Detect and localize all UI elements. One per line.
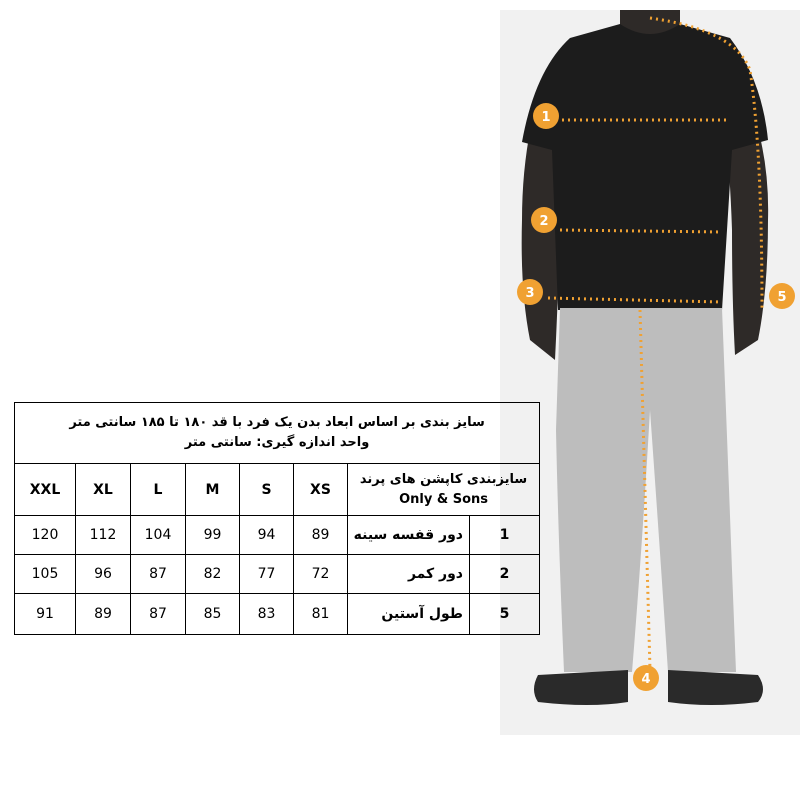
table-title-line1: سایز بندی بر اساس ابعاد بدن یک فرد با قد ۱۸۰ تا ۱۸۵ سانتی متر: [69, 415, 485, 430]
value-cell: 77: [240, 555, 294, 594]
value-cell: 96: [76, 555, 131, 594]
size-header-xl: XL: [76, 464, 131, 516]
size-header-xs: XS: [294, 464, 348, 516]
size-header-m: M: [186, 464, 240, 516]
svg-text:1: 1: [541, 110, 551, 125]
table-row: [15, 594, 540, 635]
value-cell: 112: [76, 516, 131, 555]
model-figure: [500, 10, 800, 735]
size-header-l: L: [131, 464, 186, 516]
value-cell: 85: [186, 594, 240, 635]
measurement-label: دور قفسه سینه: [348, 516, 470, 555]
measurement-label: دور کمر: [348, 555, 470, 594]
left-shoe: [534, 670, 628, 705]
value-cell: 89: [76, 594, 131, 635]
marker-5: [769, 283, 795, 309]
marker-3: [517, 279, 543, 305]
value-cell: 87: [131, 594, 186, 635]
brand-header: [348, 464, 540, 516]
size-header-xxl: XXL: [15, 464, 76, 516]
size-chart-table: [14, 402, 540, 635]
marker-2: [531, 207, 557, 233]
marker-4: [633, 665, 659, 691]
value-cell: 120: [15, 516, 76, 555]
measurement-label: طول آستین: [348, 594, 470, 635]
svg-text:4: 4: [641, 672, 651, 687]
brand-header-line2: Only & Sons: [399, 491, 488, 507]
table-row: [15, 555, 540, 594]
brand-header-line1: سایزبندی کاپشن های پرند: [359, 471, 528, 487]
svg-text:5: 5: [777, 290, 787, 305]
value-cell: 104: [131, 516, 186, 555]
measurement-number: 5: [470, 594, 540, 635]
svg-text:2: 2: [539, 214, 549, 229]
value-cell: 87: [131, 555, 186, 594]
measurement-number: 2: [470, 555, 540, 594]
table-row: [15, 516, 540, 555]
size-header-s: S: [240, 464, 294, 516]
value-cell: 82: [186, 555, 240, 594]
model-illustration: [500, 10, 800, 735]
measurement-number: 1: [470, 516, 540, 555]
value-cell: 105: [15, 555, 76, 594]
table-title-line2: واحد اندازه گیری: سانتی متر: [184, 435, 370, 450]
marker-1: [533, 103, 559, 129]
value-cell: 94: [240, 516, 294, 555]
svg-text:3: 3: [525, 286, 535, 301]
value-cell: 89: [294, 516, 348, 555]
value-cell: 83: [240, 594, 294, 635]
right-shoe: [668, 670, 763, 705]
value-cell: 91: [15, 594, 76, 635]
value-cell: 81: [294, 594, 348, 635]
value-cell: 99: [186, 516, 240, 555]
size-header-row: [15, 464, 540, 516]
table-title-row: [15, 403, 540, 464]
table-title: [15, 403, 540, 464]
value-cell: 72: [294, 555, 348, 594]
